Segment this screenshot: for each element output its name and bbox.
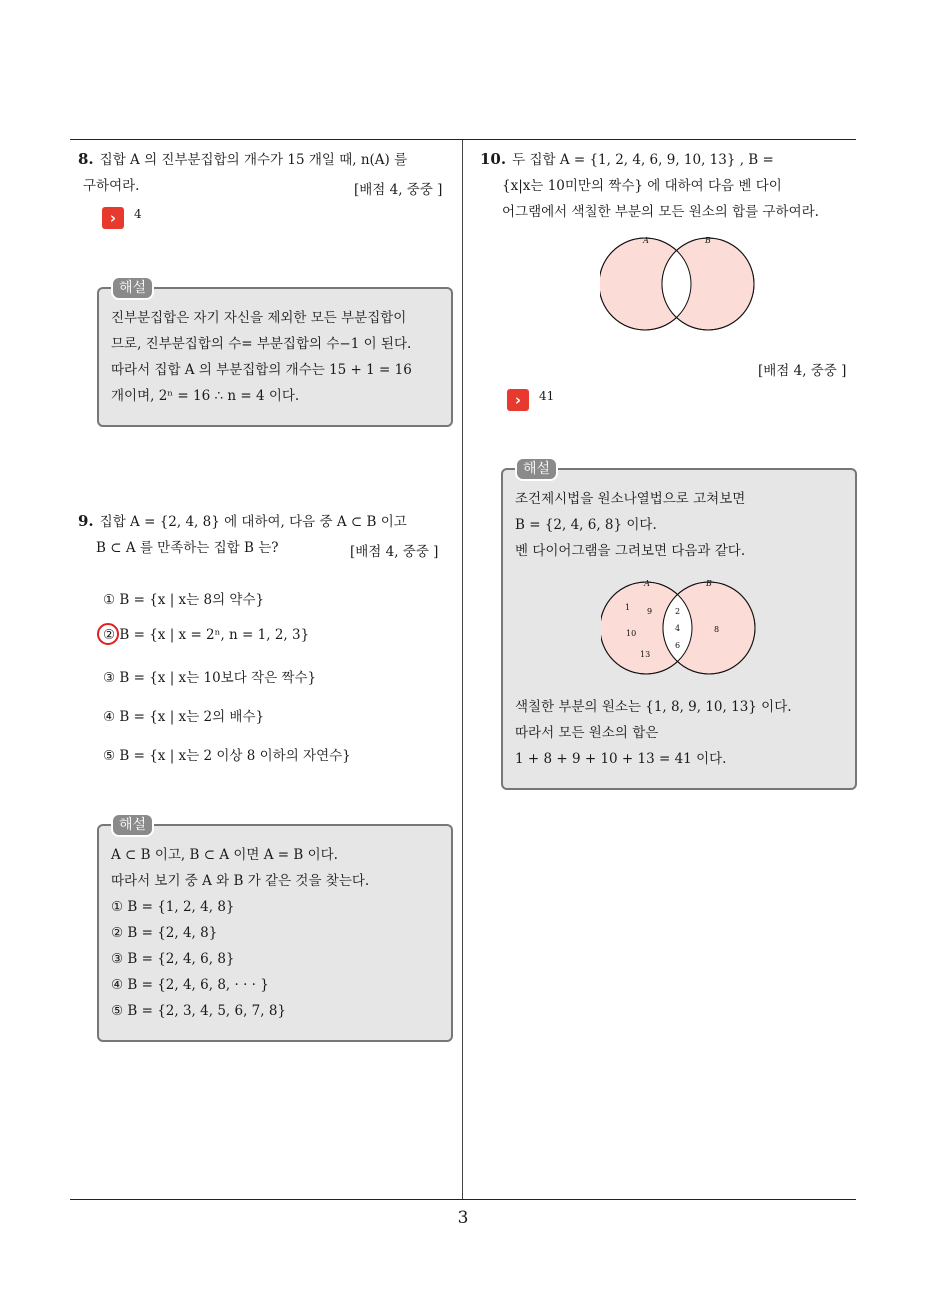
venn-label-b: B (705, 236, 711, 245)
venn-element: 13 (640, 650, 651, 659)
question-9-line1: 9. 집합 A = {2, 4, 8} 에 대하여, 다음 중 A ⊂ B 이고 (78, 512, 407, 530)
question-10-line3: 어그램에서 색칠한 부분의 모든 원소의 합를 구하여라. (502, 204, 819, 220)
solution-line: 따라서 모든 원소의 합은 (515, 725, 659, 741)
solution-line: 1 + 8 + 9 + 10 + 13 = 41 이다. (515, 751, 727, 767)
solution-box-10 (501, 468, 857, 790)
venn-element: 2 (675, 607, 681, 616)
question-9-score: [배점 4, 중중 ] (350, 544, 439, 560)
solution-line: 진부분집합은 자기 자신을 제외한 모든 부분집합이 (111, 310, 407, 326)
question-8-answer (102, 207, 142, 229)
question-10-answer (507, 389, 554, 411)
question-10-score: [배점 4, 중중 ] (758, 363, 847, 379)
selected-answer-mark (97, 623, 119, 645)
solution-box-9 (97, 824, 453, 1042)
venn-element: 6 (675, 641, 681, 650)
solution-tag: 해설 (111, 813, 154, 837)
solution-line: ④ B = {2, 4, 6, 8, · · · } (111, 977, 269, 993)
answer-value: 41 (539, 389, 555, 403)
solution-line: 색칠한 부분의 원소는 {1, 8, 9, 10, 13} 이다. (515, 699, 792, 715)
solution-line: B = {2, 4, 6, 8} 이다. (515, 517, 657, 533)
choice-4[interactable]: ④ B = {x | x는 2의 배수} (103, 709, 265, 725)
question-8-line2: 구하여라. (83, 178, 140, 194)
solution-tag: 해설 (515, 457, 558, 481)
venn-element: 10 (626, 629, 637, 638)
solution-line: 개이며, 2ⁿ = 16 ∴ n = 4 이다. (111, 388, 300, 404)
top-rule (70, 139, 856, 140)
solution-venn-diagram (601, 576, 761, 681)
solution-line: A ⊂ B 이고, B ⊂ A 이면 A = B 이다. (111, 847, 338, 863)
answer-arrow-icon[interactable]: › (102, 207, 124, 229)
answer-value: 4 (134, 207, 142, 221)
choice-5[interactable]: ⑤ B = {x | x는 2 이상 8 이하의 자연수} (103, 748, 351, 764)
question-8-number: 8. (78, 150, 94, 168)
solution-line: 벤 다이어그램을 그려보면 다음과 같다. (515, 543, 746, 559)
solution-box-8 (97, 287, 453, 427)
question-8-line1: 8. 집합 A 의 진부분집합의 개수가 15 개일 때, n(A) 를 (78, 150, 408, 168)
solution-line: ⑤ B = {2, 3, 4, 5, 6, 7, 8} (111, 1003, 287, 1019)
venn-label-b: B (706, 579, 712, 588)
page-number: 3 (457, 1208, 469, 1228)
solution-line: 므로, 진부분집합의 수= 부분집합의 수−1 이 된다. (111, 336, 412, 352)
choice-2[interactable]: ② B = {x | x = 2ⁿ, n = 1, 2, 3} (103, 627, 310, 643)
venn-diagram (600, 232, 760, 337)
venn-element: 4 (675, 624, 681, 633)
choice-1[interactable]: ① B = {x | x는 8의 약수} (103, 592, 265, 608)
solution-line: 조건제시법을 원소나열법으로 고쳐보면 (515, 491, 746, 507)
question-8-score: [배점 4, 중중 ] (354, 182, 443, 198)
solution-line: ① B = {1, 2, 4, 8} (111, 899, 235, 915)
solution-line: 따라서 집합 A 의 부분집합의 개수는 15 + 1 = 16 (111, 362, 412, 378)
bottom-rule (70, 1199, 856, 1200)
question-10-line1: 10. 두 집합 A = {1, 2, 4, 6, 9, 10, 13} , B = (480, 150, 774, 168)
question-10-number: 10. (480, 150, 507, 168)
venn-element: 9 (647, 607, 653, 616)
solution-line: ③ B = {2, 4, 6, 8} (111, 951, 235, 967)
solution-tag: 해설 (111, 276, 154, 300)
venn-element: 8 (714, 625, 720, 634)
venn-label-a: A (643, 236, 649, 245)
choice-3[interactable]: ③ B = {x | x는 10보다 작은 짝수} (103, 670, 317, 686)
solution-line: ② B = {2, 4, 8} (111, 925, 218, 941)
venn-label-a: A (644, 579, 650, 588)
question-9-line2: B ⊂ A 를 만족하는 집합 B 는? (96, 540, 279, 556)
venn-element: 1 (625, 603, 631, 612)
solution-line: 따라서 보기 중 A 와 B 가 같은 것을 찾는다. (111, 873, 370, 889)
question-9-number: 9. (78, 512, 94, 530)
question-10-line2: {x|x는 10미만의 짝수} 에 대하여 다음 벤 다이 (502, 178, 782, 194)
question-10 (480, 146, 819, 225)
answer-arrow-icon[interactable]: › (507, 389, 529, 411)
column-divider (462, 140, 463, 1200)
